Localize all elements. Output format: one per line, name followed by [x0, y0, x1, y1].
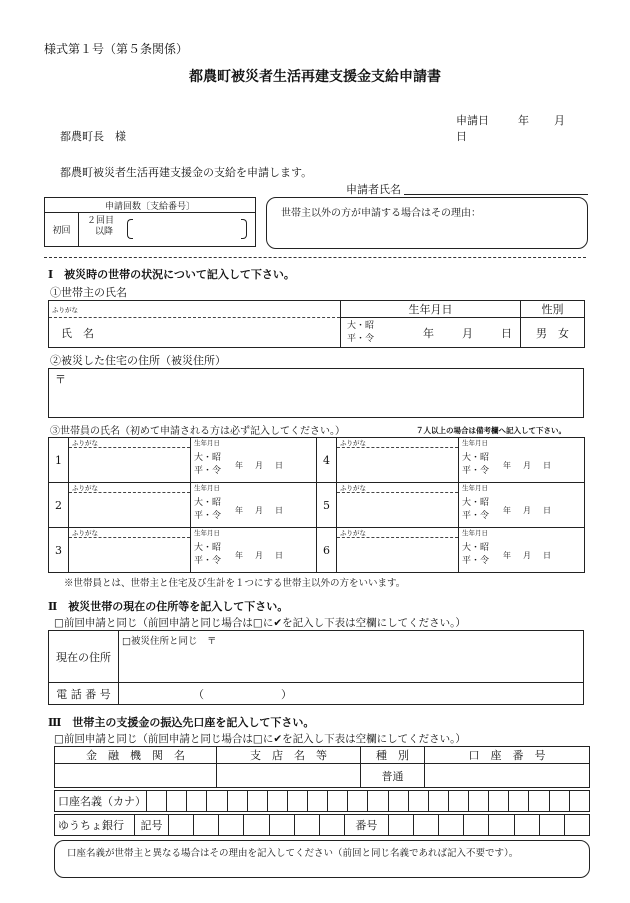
separator-1 [44, 257, 586, 258]
householder-name-cell[interactable] [49, 318, 341, 348]
householder-furigana-label: ふりがな [49, 301, 341, 318]
holder-cell[interactable] [167, 791, 187, 812]
name-label: 氏 名 [61, 326, 94, 340]
member-furigana-label: ふりがな [337, 483, 459, 493]
holder-cell[interactable] [408, 791, 428, 812]
yucho-label: ゆうちょ銀行 [55, 815, 135, 836]
birth-header: 生年月日 [341, 301, 521, 318]
yucho-table [54, 814, 590, 836]
holder-cell[interactable] [267, 791, 287, 812]
current-address-cell[interactable] [119, 631, 584, 683]
disaster-address-box[interactable] [48, 368, 584, 418]
member-birth-cell[interactable]: 大・昭 平・令 年 月 日 [459, 448, 585, 483]
member-birth-label: 生年月日 [191, 483, 317, 493]
account-header: 口 座 番 号 [425, 747, 590, 764]
member-number: 5 [317, 483, 337, 528]
symbol-cell[interactable] [169, 815, 194, 836]
member-furigana-label: ふりがな [69, 528, 191, 538]
member-number: 4 [317, 438, 337, 483]
application-count-box [44, 197, 256, 247]
holder-cell[interactable] [187, 791, 207, 812]
count-second-line2: 以降 [95, 227, 114, 237]
member-birth-cell[interactable]: 大・昭 平・令 年 月 日 [191, 448, 317, 483]
number-label: 番号 [344, 815, 388, 836]
householder-table [48, 300, 585, 348]
phone-cell[interactable] [119, 683, 584, 705]
member-birth-label: 生年月日 [191, 528, 317, 538]
symbol-cell[interactable] [294, 815, 319, 836]
holder-cell[interactable] [247, 791, 267, 812]
reason-box[interactable] [266, 197, 588, 249]
addressee: 都農町長 様 [60, 130, 126, 143]
account-type-cell[interactable]: 普通 [361, 764, 425, 788]
member-number: 2 [49, 483, 69, 528]
phone-parens: （ ） [193, 687, 292, 701]
section2-heading: Ⅱ 被災世帯の現在の住所等を記入して下さい。 [48, 600, 289, 613]
symbol-cell[interactable] [269, 815, 294, 836]
section1-heading: Ⅰ 被災時の世帯の状況について記入して下さい。 [48, 268, 295, 281]
count-second[interactable] [79, 213, 256, 247]
section3-heading: Ⅲ 世帯主の支援金の振込先口座を記入して下さい。 [48, 716, 315, 729]
era-top: 大・昭 [347, 321, 375, 331]
form-title: 都農町被災者生活再建支援金支給申請書 [189, 69, 441, 85]
applicant-name-line[interactable] [404, 194, 588, 195]
branch-header: 支 店 名 等 [217, 747, 361, 764]
q2-label: ②被災した住宅の住所（被災住所） [50, 354, 226, 367]
member-birth-label: 生年月日 [459, 438, 585, 448]
holder-cell[interactable] [549, 791, 569, 812]
symbol-label: 記号 [135, 815, 169, 836]
member-birth-cell[interactable]: 大・昭 平・令 年 月 日 [459, 538, 585, 573]
member-birth-cell[interactable]: 大・昭 平・令 年 月 日 [191, 493, 317, 528]
gender-cell[interactable]: 男 女 [521, 318, 585, 348]
q3-note: ７人以上の場合は備考欄へ記入して下さい。 [416, 426, 566, 435]
number-cell[interactable] [564, 815, 589, 836]
member-name-cell[interactable] [69, 493, 191, 528]
member-furigana-label: ふりがな [69, 438, 191, 448]
date-day: 日 [456, 130, 467, 143]
birth-year: 年 [423, 327, 434, 340]
members-table [48, 437, 585, 573]
q1-label: ①世帯主の氏名 [50, 286, 127, 299]
member-name-cell[interactable] [337, 538, 459, 573]
count-header: 申請回数〔支給番号〕 [45, 198, 256, 213]
holder-cell[interactable] [509, 791, 529, 812]
holder-cell[interactable] [207, 791, 227, 812]
applicant-name-label: 申請者氏名 [346, 183, 401, 196]
holder-reason-box[interactable] [54, 840, 590, 878]
member-name-cell[interactable] [69, 448, 191, 483]
holder-cell[interactable] [569, 791, 589, 812]
holder-cell[interactable] [287, 791, 307, 812]
member-number: 6 [317, 528, 337, 573]
bank-name-cell[interactable] [55, 764, 217, 788]
q3-label: ③世帯員の氏名（初めて申請される方は必ず記入してください。） [50, 426, 345, 437]
member-furigana-label: ふりがな [337, 528, 459, 538]
application-date [456, 112, 596, 144]
number-cell[interactable] [439, 815, 464, 836]
number-cell[interactable] [489, 815, 514, 836]
member-furigana-label: ふりがな [69, 483, 191, 493]
current-address-table [48, 630, 584, 705]
holder-cell[interactable] [348, 791, 368, 812]
bank-table [54, 746, 590, 788]
member-name-cell[interactable] [337, 448, 459, 483]
holder-cell[interactable] [227, 791, 247, 812]
form-number: 様式第１号（第５条関係） [44, 42, 189, 56]
count-first[interactable]: 初回 [45, 213, 79, 247]
intro-text: 都農町被災者生活再建支援金の支給を申請します。 [60, 166, 313, 179]
symbol-cell[interactable] [194, 815, 219, 836]
branch-name-cell[interactable] [217, 764, 361, 788]
holder-cell[interactable] [328, 791, 348, 812]
number-cell[interactable] [414, 815, 439, 836]
holder-reason-note: 口座名義が世帯主と異なる場合はその理由を記入してください（前回と同じ名義であれば記入不要です）。 [67, 848, 519, 859]
holder-cell[interactable] [147, 791, 167, 812]
member-birth-cell[interactable]: 大・昭 平・令 年 月 日 [459, 493, 585, 528]
member-birth-cell[interactable]: 大・昭 平・令 年 月 日 [191, 538, 317, 573]
number-cell[interactable] [388, 815, 413, 836]
householder-birth-cell[interactable] [341, 318, 521, 348]
reason-label: 世帯主以外の方が申請する場合はその理由： [281, 208, 481, 219]
member-number: 3 [49, 528, 69, 573]
current-address-label: 現在の住所 [49, 631, 119, 683]
section2-same-check[interactable]: □前回申請と同じ（前回申請と同じ場合は□に✔を記入し下表は空欄にしてください。） [54, 617, 466, 629]
date-label: 申請日 [456, 114, 489, 127]
member-name-cell[interactable] [337, 493, 459, 528]
gender-header: 性別 [521, 301, 585, 318]
number-cell[interactable] [464, 815, 489, 836]
member-birth-label: 生年月日 [459, 528, 585, 538]
holder-cell[interactable] [368, 791, 388, 812]
member-footnote: ※世帯員とは、世帯主と住宅及び生計を１つにする世帯主以外の方をいいます。 [64, 578, 406, 589]
date-year: 年 [518, 114, 529, 127]
member-birth-label: 生年月日 [191, 438, 317, 448]
holder-cell[interactable] [448, 791, 468, 812]
holder-cell[interactable] [469, 791, 489, 812]
postal-mark: 〒 [55, 373, 66, 386]
birth-month: 月 [462, 327, 473, 340]
same-as-disaster-check[interactable]: □被災住所と同じ 〒 [122, 636, 217, 647]
type-header: 種 別 [361, 747, 425, 764]
count-second-line1: ２回目 [87, 216, 115, 226]
member-number: 1 [49, 438, 69, 483]
section3-same-check[interactable]: □前回申請と同じ（前回申請と同じ場合は□に✔を記入し下表は空欄にしてください。） [54, 733, 466, 745]
era-bottom: 平・令 [347, 334, 375, 344]
holder-name-label: 口座名義（カナ） [55, 791, 147, 812]
account-number-cell[interactable] [425, 764, 590, 788]
holder-cell[interactable] [489, 791, 509, 812]
symbol-cell[interactable] [244, 815, 269, 836]
member-birth-label: 生年月日 [459, 483, 585, 493]
symbol-cell[interactable] [219, 815, 244, 836]
holder-cell[interactable] [428, 791, 448, 812]
holder-cell[interactable] [529, 791, 549, 812]
member-furigana-label: ふりがな [337, 438, 459, 448]
birth-day: 日 [501, 327, 512, 340]
phone-label: 電 話 番 号 [49, 683, 119, 705]
holder-name-table [54, 790, 590, 812]
bank-header: 金 融 機 関 名 [55, 747, 217, 764]
symbol-cell[interactable] [319, 815, 344, 836]
member-name-cell[interactable] [69, 538, 191, 573]
number-cell[interactable] [514, 815, 539, 836]
number-cell[interactable] [539, 815, 564, 836]
holder-cell[interactable] [388, 791, 408, 812]
holder-cell[interactable] [308, 791, 328, 812]
date-month: 月 [554, 114, 565, 127]
